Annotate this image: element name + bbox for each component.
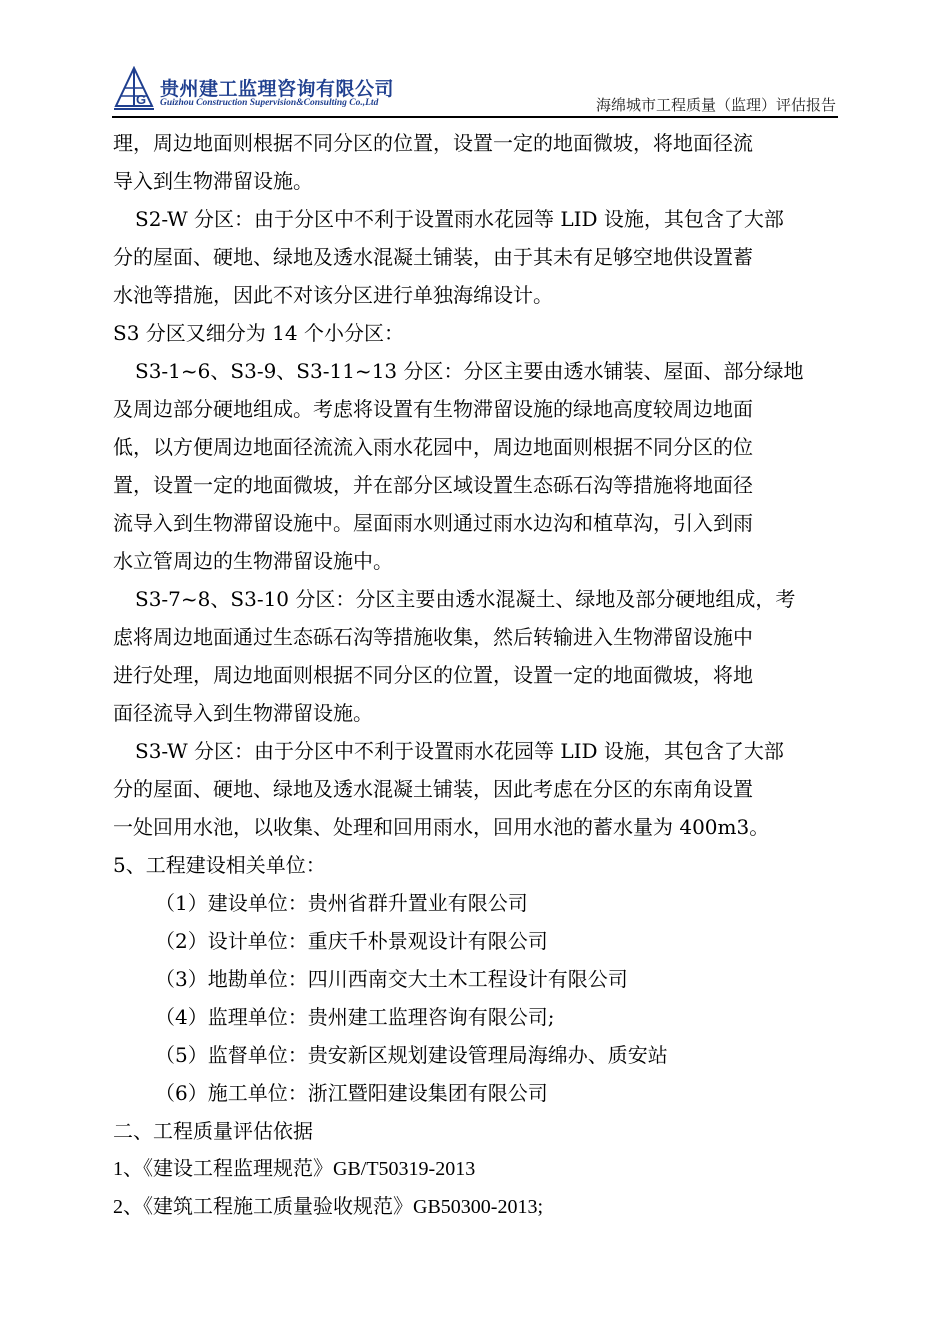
body-line: 水立管周边的生物滞留设施中。 xyxy=(113,549,393,573)
list-item: （5）监督单位：贵安新区规划建设管理局海绵办、质安站 xyxy=(155,1043,668,1067)
body-line: 理，周边地面则根据不同分区的位置，设置一定的地面微坡，将地面径流 xyxy=(113,131,753,155)
body-line: S3-1~6、S3-9、S3-11~13 分区：分区主要由透水铺装、屋面、部分绿地 xyxy=(135,359,804,383)
company-name-en: Guizhou Construction Supervision&Consulting Co.,Ltd xyxy=(160,98,379,108)
reference-item: 2、《建筑工程施工质量验收规范》GB50300-2013; xyxy=(113,1196,543,1218)
list-item: （1）建设单位：贵州省群升置业有限公司 xyxy=(155,891,528,915)
body-line: 一处回用水池，以收集、处理和回用雨水，回用水池的蓄水量为 400m3。 xyxy=(113,815,770,839)
body-line: S3 分区又细分为 14 个小分区： xyxy=(113,321,404,345)
company-name-cn: 贵州建工监理咨询有限公司 xyxy=(160,78,395,100)
list-item: （6）施工单位：浙江暨阳建设集团有限公司 xyxy=(155,1081,548,1105)
body-line: 面径流导入到生物滞留设施。 xyxy=(113,701,373,725)
body-line: 置，设置一定的地面微坡，并在部分区域设置生态砾石沟等措施将地面径 xyxy=(113,473,753,497)
body-line: S2-W 分区：由于分区中不利于设置雨水花园等 LID 设施，其包含了大部 xyxy=(135,207,784,231)
header-divider xyxy=(112,116,838,118)
body-line: 虑将周边地面通过生态砾石沟等措施收集，然后转输进入生物滞留设施中 xyxy=(113,625,753,649)
body-line: 进行处理，周边地面则根据不同分区的位置，设置一定的地面微坡，将地 xyxy=(113,663,753,687)
body-line: 分的屋面、硬地、绿地及透水混凝土铺装，由于其未有足够空地供设置蓄 xyxy=(113,245,753,269)
body-line: 水池等措施，因此不对该分区进行单独海绵设计。 xyxy=(113,283,553,307)
logo-letter: G xyxy=(136,92,147,107)
section-heading: 5、工程建设相关单位： xyxy=(113,853,326,877)
list-item: （4）监理单位：贵州建工监理咨询有限公司; xyxy=(155,1005,555,1029)
body-line: 导入到生物滞留设施。 xyxy=(113,169,313,193)
body-line: S3-7~8、S3-10 分区：分区主要由透水混凝土、绿地及部分硬地组成，考 xyxy=(135,587,796,611)
company-logo-icon xyxy=(112,66,156,112)
list-item: （2）设计单位：重庆千朴景观设计有限公司 xyxy=(155,929,548,953)
body-line: 流导入到生物滞留设施中。屋面雨水则通过雨水边沟和植草沟，引入到雨 xyxy=(113,511,753,535)
report-title: 海绵城市工程质量（监理）评估报告 xyxy=(595,96,836,114)
page-header xyxy=(112,66,838,114)
body-line: 分的屋面、硬地、绿地及透水混凝土铺装，因此考虑在分区的东南角设置 xyxy=(113,777,753,801)
document-body xyxy=(113,124,841,1226)
body-line: 及周边部分硬地组成。考虑将设置有生物滞留设施的绿地高度较周边地面 xyxy=(113,397,753,421)
body-line: 低，以方便周边地面径流流入雨水花园中，周边地面则根据不同分区的位 xyxy=(113,435,753,459)
body-line: S3-W 分区：由于分区中不利于设置雨水花园等 LID 设施，其包含了大部 xyxy=(135,739,784,763)
chapter-heading: 二、工程质量评估依据 xyxy=(113,1119,313,1143)
list-item: （3）地勘单位：四川西南交大土木工程设计有限公司 xyxy=(155,967,628,991)
reference-item: 1、《建设工程监理规范》GB/T50319-2013 xyxy=(113,1158,476,1180)
